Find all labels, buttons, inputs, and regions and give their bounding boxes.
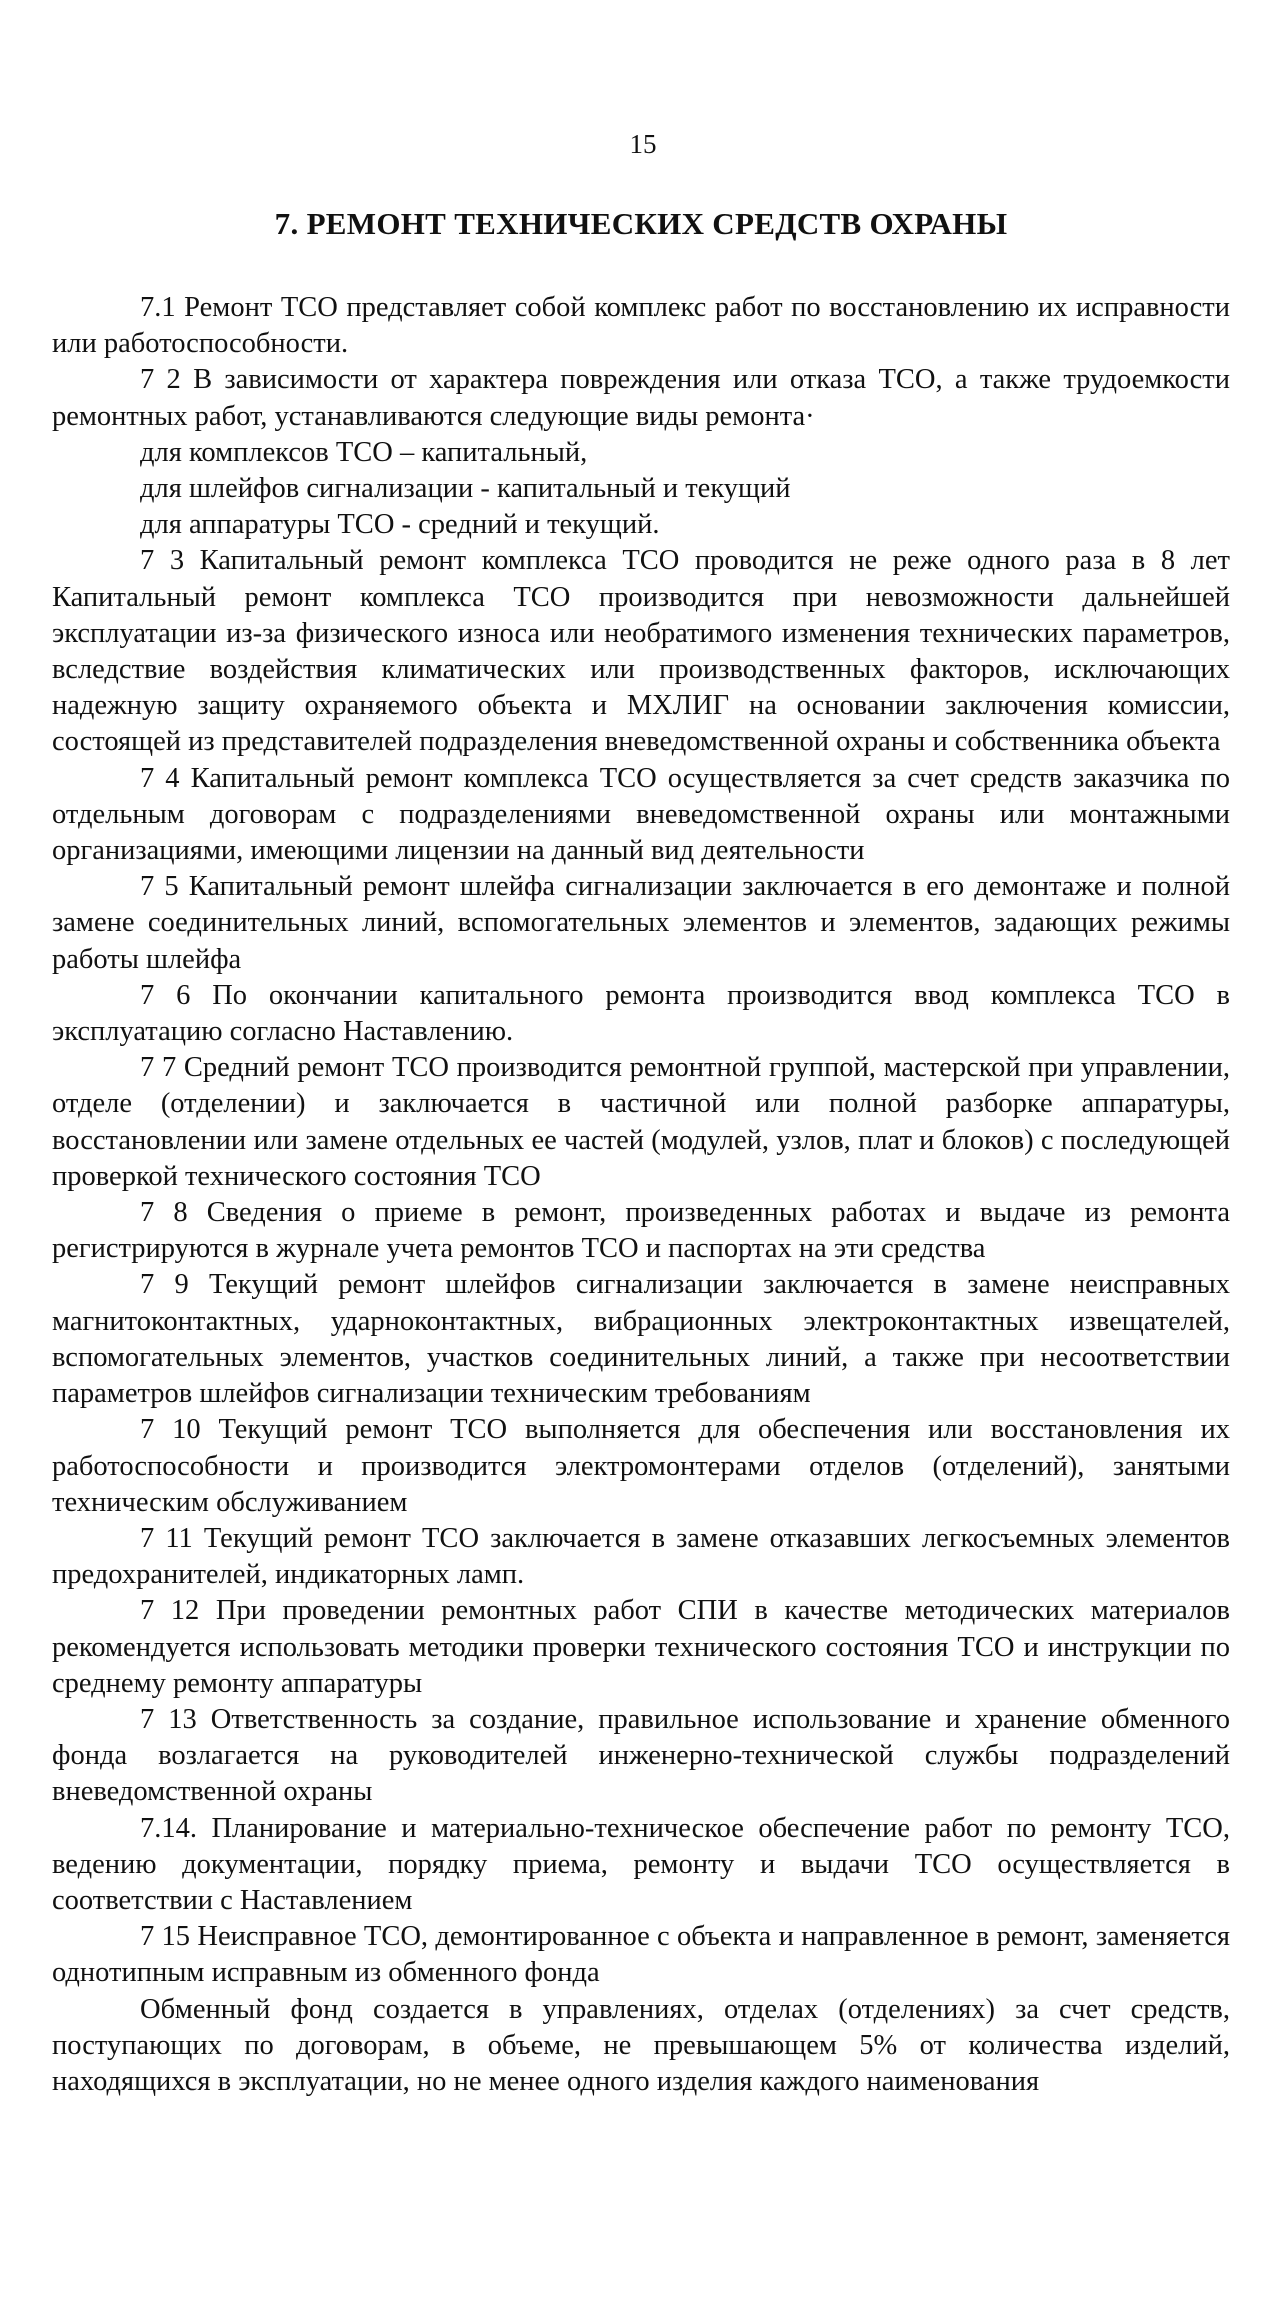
paragraph-7-14: 7.14. Планирование и материально-техническое обеспечение работ по ремонту ТСО, ведению документации, порядку приема, ремонту и выдачи ТСО осуществляется в соответствии с Наставлением: [52, 1812, 1230, 1916]
page-number: 15: [629, 129, 657, 159]
section-body: [52, 290, 1230, 2100]
paragraph-7-4: 7 4 Капитальный ремонт комплекса ТСО осуществляется за счет средств заказчика по отдельным договорам с подразделениями вневедомственной охраны или монтажными организациями, имеющими лицензии на данный вид деятельности: [52, 762, 1230, 867]
paragraph-7-8: 7 8 Сведения о приеме в ремонт, произведенных работах и выдаче из ремонта регистрируются в журнале учета ремонтов ТСО и паспортах на эти средства: [52, 1197, 1230, 1265]
paragraph-7-1: 7.1 Ремонт ТСО представляет собой комплекс работ по восстановлению их исправности или работоспособности.: [52, 292, 1230, 360]
paragraph-7-12: 7 12 При проведении ремонтных работ СПИ в качестве методических материалов рекомендуется использовать методики проверки технического состояния ТСО и инструкции по среднему ремонту аппаратуры: [52, 1595, 1230, 1699]
paragraph-7-11: 7 11 Текущий ремонт ТСО заключается в замене отказавших легкосъемных элементов предохранителей, индикаторных ламп.: [52, 1522, 1230, 1591]
paragraph-7-15: 7 15 Неисправное ТСО, демонтированное с объекта и направленное в ремонт, заменяется однотипным исправным из обменного фонда: [52, 1921, 1230, 1989]
document-page: [52, 128, 1230, 2100]
paragraph-7-6: 7 6 По окончании капитального ремонта производится ввод комплекса ТСО в эксплуатацию согласно Наставлению.: [52, 979, 1230, 1048]
paragraph-7-3: 7 3 Капитальный ремонт комплекса ТСО проводится не реже одного раза в 8 лет Капитальный ремонт комплекса ТСО производится при невозможности дальнейшей эксплуатации из-за физического износа или необратимого изменения технических параметров, вследствие воздействия климатических или производственных факторов, исключающих надежную защиту охраняемого объекта и МХЛИГ на основании заключения комиссии, состоящей из представителей подразделения вневедомственной охраны и собственника объекта: [52, 545, 1230, 758]
repair-type-loops: для шлейфов сигнализации - капитальный и текущий: [140, 473, 791, 505]
repair-type-complex: для комплексов ТСО – капитальный,: [140, 436, 588, 468]
paragraph-7-13: 7 13 Ответственность за создание, правильное использование и хранение обменного фонда возлагается на руководителей инженерно-технической службы подразделений вневедомственной охраны: [52, 1703, 1230, 1808]
paragraph-exchange-fund: Обменный фонд создается в управлениях, отделах (отделениях) за счет средств, поступающих по договорам, в объеме, не превышающем 5% от количества изделий, находящихся в эксплуатации, но не менее одного изделия каждого наименования: [52, 1993, 1230, 2097]
paragraph-7-10: 7 10 Текущий ремонт ТСО выполняется для обеспечения или восстановления их работоспособности и производится электромонтерами отделов (отделений), занятыми техническим обслуживанием: [52, 1414, 1230, 1518]
repair-type-equipment: для аппаратуры ТСО - средний и текущий.: [140, 509, 660, 541]
paragraph-7-2: 7 2 В зависимости от характера повреждения или отказа ТСО, а также трудоемкости ремонтных работ, устанавливаются следующие виды ремонта·: [52, 364, 1230, 432]
paragraph-7-9: 7 9 Текущий ремонт шлейфов сигнализации заключается в замене неисправных магнитоконтактных, ударноконтактных, вибрационных электроконтактных извещателей, вспомогательных элементов, участков соединительных линий, а также при несоответствии параметров шлейфов сигнализации техническим требованиям: [52, 1269, 1230, 1410]
paragraph-7-5: 7 5 Капитальный ремонт шлейфа сигнализации заключается в его демонтаже и полной замене соединительных линий, вспомогательных элементов и элементов, задающих режимы работы шлейфа: [52, 871, 1230, 975]
section-title: 7. РЕМОНТ ТЕХНИЧЕСКИХ СРЕДСТВ ОХРАНЫ: [274, 206, 1008, 241]
paragraph-7-7: 7 7 Средний ремонт ТСО производится ремонтной группой, мастерской при управлении, отделе (отделении) и заключается в частичной или полной разборке аппаратуры, восстановлении или замене отдельных ее частей (модулей, узлов, плат и блоков) с последующей проверкой технического состояния ТСО: [52, 1052, 1230, 1192]
